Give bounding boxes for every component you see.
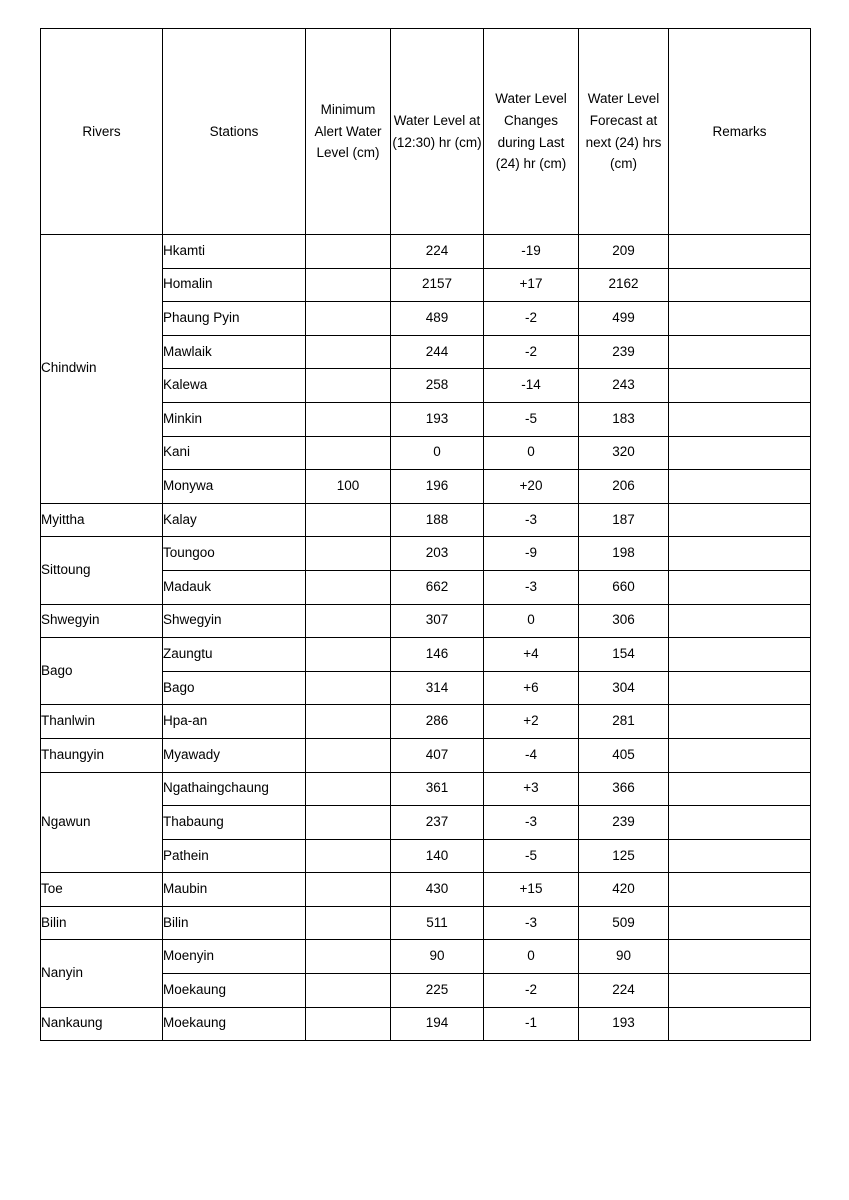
water-level-cell: 194 [391,1007,484,1041]
river-cell: Nanyin [41,940,163,1007]
table-row [41,537,811,571]
column-header-stations [163,29,306,235]
table-header [41,29,811,235]
station-cell: Mawlaik [163,335,306,369]
water-level-change-cell: -2 [484,974,579,1008]
river-cell: Myittha [41,503,163,537]
minimum-alert-water-level-cell [306,604,391,638]
minimum-alert-water-level-cell [306,738,391,772]
station-cell: Moenyin [163,940,306,974]
minimum-alert-water-level-cell [306,570,391,604]
water-level-forecast-cell: 304 [579,671,669,705]
remarks-cell [669,974,811,1008]
river-cell: Chindwin [41,235,163,504]
table-header-row [41,29,811,235]
water-level-cell: 140 [391,839,484,873]
station-cell: Minkin [163,402,306,436]
water-level-cell: 307 [391,604,484,638]
station-cell: Hpa-an [163,705,306,739]
river-cell: Sittoung [41,537,163,604]
column-header-water-level-changes [484,29,579,235]
station-cell: Kalewa [163,369,306,403]
table-body [41,235,811,1041]
column-header-stations-label: Stations [209,123,259,139]
remarks-cell [669,369,811,403]
remarks-cell [669,940,811,974]
water-level-cell: 146 [391,638,484,672]
minimum-alert-water-level-cell [306,537,391,571]
water-level-cell: 361 [391,772,484,806]
water-level-change-cell: -3 [484,906,579,940]
table-row [41,705,811,739]
river-cell: Ngawun [41,772,163,873]
table-row [41,873,811,907]
remarks-cell [669,906,811,940]
station-cell: Zaungtu [163,638,306,672]
river-cell: Thaungyin [41,738,163,772]
remarks-cell [669,503,811,537]
river-cell: Bago [41,638,163,705]
river-cell: Toe [41,873,163,907]
water-level-forecast-cell: 239 [579,806,669,840]
water-level-forecast-cell: 366 [579,772,669,806]
table-row [41,906,811,940]
water-level-forecast-cell: 306 [579,604,669,638]
water-level-change-cell: -5 [484,839,579,873]
table-row [41,235,811,269]
station-cell: Bilin [163,906,306,940]
water-level-change-cell: -3 [484,503,579,537]
water-level-change-cell: -14 [484,369,579,403]
water-level-forecast-cell: 2162 [579,268,669,302]
remarks-cell [669,268,811,302]
station-cell: Bago [163,671,306,705]
water-level-cell: 286 [391,705,484,739]
water-level-change-cell: +3 [484,772,579,806]
remarks-cell [669,470,811,504]
water-level-forecast-cell: 206 [579,470,669,504]
minimum-alert-water-level-cell [306,873,391,907]
river-cell: Bilin [41,906,163,940]
station-cell: Maubin [163,873,306,907]
table-row [41,1007,811,1041]
water-level-change-cell: -19 [484,235,579,269]
remarks-cell [669,436,811,470]
minimum-alert-water-level-cell [306,503,391,537]
water-level-cell: 2157 [391,268,484,302]
river-cell: Shwegyin [41,604,163,638]
water-level-forecast-cell: 224 [579,974,669,1008]
minimum-alert-water-level-cell [306,369,391,403]
water-level-forecast-cell: 125 [579,839,669,873]
column-header-water-level-forecast [579,29,669,235]
table-row [41,604,811,638]
column-header-water-level-forecast-label: Water Level Forecast at next (24) hrs (cm) [585,91,662,172]
water-level-change-cell: 0 [484,940,579,974]
river-cell: Thanlwin [41,705,163,739]
water-level-cell: 244 [391,335,484,369]
water-level-cell: 314 [391,671,484,705]
minimum-alert-water-level-cell [306,302,391,336]
station-cell: Thabaung [163,806,306,840]
water-level-change-cell: +2 [484,705,579,739]
remarks-cell [669,235,811,269]
water-level-cell: 0 [391,436,484,470]
water-level-change-cell: +15 [484,873,579,907]
water-level-forecast-cell: 281 [579,705,669,739]
table-row [41,738,811,772]
water-level-cell: 203 [391,537,484,571]
minimum-alert-water-level-cell [306,974,391,1008]
station-cell: Kani [163,436,306,470]
minimum-alert-water-level-cell [306,940,391,974]
remarks-cell [669,638,811,672]
water-level-change-cell: -3 [484,806,579,840]
remarks-cell [669,772,811,806]
station-cell: Ngathaingchaung [163,772,306,806]
table-row [41,772,811,806]
remarks-cell [669,738,811,772]
minimum-alert-water-level-cell [306,268,391,302]
remarks-cell [669,604,811,638]
minimum-alert-water-level-cell [306,335,391,369]
column-header-remarks [669,29,811,235]
remarks-cell [669,705,811,739]
water-level-cell: 193 [391,402,484,436]
minimum-alert-water-level-cell [306,1007,391,1041]
water-level-forecast-cell: 405 [579,738,669,772]
water-level-forecast-cell: 187 [579,503,669,537]
column-header-water-level-at-time [391,29,484,235]
column-header-remarks-label: Remarks [712,123,767,139]
water-level-forecast-cell: 509 [579,906,669,940]
station-cell: Madauk [163,570,306,604]
water-level-forecast-cell: 239 [579,335,669,369]
minimum-alert-water-level-cell [306,638,391,672]
station-cell: Toungoo [163,537,306,571]
water-level-cell: 196 [391,470,484,504]
water-level-forecast-cell: 420 [579,873,669,907]
remarks-cell [669,302,811,336]
water-level-cell: 430 [391,873,484,907]
water-level-change-cell: +17 [484,268,579,302]
minimum-alert-water-level-cell [306,436,391,470]
minimum-alert-water-level-cell [306,806,391,840]
remarks-cell [669,671,811,705]
station-cell: Myawady [163,738,306,772]
station-cell: Monywa [163,470,306,504]
column-header-minimum-alert-water-level-label: Minimum Alert Water Level (cm) [314,102,382,161]
column-header-rivers-label: Rivers [82,123,121,139]
water-level-forecast-cell: 243 [579,369,669,403]
water-level-forecast-cell: 183 [579,402,669,436]
station-cell: Phaung Pyin [163,302,306,336]
water-level-forecast-cell: 154 [579,638,669,672]
column-header-water-level-changes-label: Water Level Changes during Last (24) hr (cm) [495,91,567,172]
station-cell: Moekaung [163,1007,306,1041]
water-level-change-cell: -5 [484,402,579,436]
column-header-minimum-alert-water-level [306,29,391,235]
water-level-forecast-cell: 198 [579,537,669,571]
remarks-cell [669,873,811,907]
water-level-cell: 237 [391,806,484,840]
remarks-cell [669,537,811,571]
station-cell: Moekaung [163,974,306,1008]
minimum-alert-water-level-cell [306,772,391,806]
remarks-cell [669,1007,811,1041]
water-level-cell: 511 [391,906,484,940]
water-level-change-cell: 0 [484,604,579,638]
water-level-cell: 662 [391,570,484,604]
water-level-change-cell: +4 [484,638,579,672]
station-cell: Shwegyin [163,604,306,638]
water-level-cell: 90 [391,940,484,974]
water-level-change-cell: -4 [484,738,579,772]
water-level-change-cell: 0 [484,436,579,470]
water-level-change-cell: -2 [484,302,579,336]
water-level-cell: 258 [391,369,484,403]
river-cell: Nankaung [41,1007,163,1041]
water-level-cell: 224 [391,235,484,269]
water-level-change-cell: -3 [484,570,579,604]
minimum-alert-water-level-cell [306,705,391,739]
remarks-cell [669,806,811,840]
remarks-cell [669,402,811,436]
station-cell: Hkamti [163,235,306,269]
water-level-change-cell: -2 [484,335,579,369]
table-row [41,638,811,672]
water-level-cell: 489 [391,302,484,336]
remarks-cell [669,839,811,873]
minimum-alert-water-level-cell [306,671,391,705]
water-level-forecast-cell: 499 [579,302,669,336]
water-level-change-cell: +20 [484,470,579,504]
water-level-forecast-cell: 660 [579,570,669,604]
minimum-alert-water-level-cell [306,906,391,940]
minimum-alert-water-level-cell [306,839,391,873]
minimum-alert-water-level-cell [306,402,391,436]
remarks-cell [669,335,811,369]
water-level-table [40,28,811,1041]
water-level-change-cell: -9 [484,537,579,571]
station-cell: Homalin [163,268,306,302]
water-level-cell: 407 [391,738,484,772]
minimum-alert-water-level-cell [306,235,391,269]
station-cell: Pathein [163,839,306,873]
station-cell: Kalay [163,503,306,537]
column-header-water-level-at-time-label: Water Level at (12:30) hr (cm) [392,112,482,150]
water-level-forecast-cell: 90 [579,940,669,974]
water-level-cell: 188 [391,503,484,537]
minimum-alert-water-level-cell: 100 [306,470,391,504]
column-header-rivers [41,29,163,235]
water-level-forecast-cell: 209 [579,235,669,269]
table-row [41,940,811,974]
remarks-cell [669,570,811,604]
water-level-cell: 225 [391,974,484,1008]
water-level-change-cell: -1 [484,1007,579,1041]
water-level-change-cell: +6 [484,671,579,705]
table-row [41,503,811,537]
water-level-forecast-cell: 320 [579,436,669,470]
water-level-forecast-cell: 193 [579,1007,669,1041]
